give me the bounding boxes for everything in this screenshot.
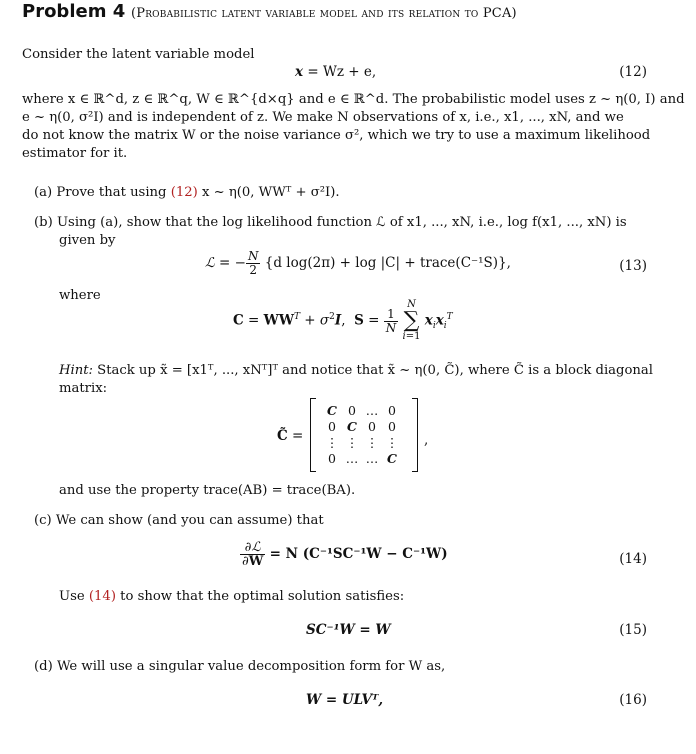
- part-d-label: (d): [34, 659, 53, 674]
- part-b-text: Using (a), show that the log likelihood function ℒ of x1, ..., xN, i.e., log f(x1, ..., xN) is: [56, 215, 627, 230]
- intro-paragraph: [22, 91, 685, 163]
- eq12-number: (12): [619, 64, 647, 80]
- intro-para-line-4: estimator for it.: [22, 146, 128, 161]
- intro-para-line-2: e ~ η(0, σ²I) and is independent of z. We make N observations of x, i.e., x1, ..., xN, and we: [22, 110, 624, 125]
- matrix-comma: ,: [424, 432, 429, 448]
- matrix-right-bracket: [412, 398, 418, 472]
- part-b-line-2: given by: [59, 233, 116, 248]
- matrix-cell: 0: [388, 403, 396, 418]
- matrix-left-bracket: [310, 398, 316, 472]
- part-c-line-1: [34, 512, 324, 530]
- intro-para-line-3: do not know the matrix W or the noise variance σ², which we try to use a maximum likelihood: [22, 128, 651, 143]
- matrix-cell: 0: [348, 403, 356, 418]
- matrix-cell: 0: [388, 419, 396, 434]
- eq14-number: (14): [619, 551, 647, 567]
- part-b-label: (b): [34, 215, 53, 230]
- part-d-text: We will use a singular value decomposition form for W as,: [56, 659, 446, 674]
- part-c-label: (c): [34, 513, 52, 528]
- eq15-number: (15): [619, 622, 647, 638]
- part-c-use: Use: [59, 589, 85, 604]
- part-a: [34, 184, 340, 202]
- matrix-cell: …: [365, 403, 379, 418]
- equation-16: W = ULVᵀ,: [306, 692, 384, 708]
- matrix-cell: C: [327, 403, 337, 418]
- part-a-text2: x ~ η(0, WWᵀ + σ²I).: [201, 185, 340, 200]
- hint-label: Hint:: [59, 363, 93, 378]
- part-b-line-1: [34, 214, 627, 232]
- problem-label: Problem 4: [22, 1, 126, 22]
- hint-text: Stack up x̃ = [x1ᵀ, ..., xNᵀ]ᵀ and notice that x̃ ~ η(0, C̃), where C̃ is a block diagonal: [97, 363, 653, 378]
- trace-property: and use the property trace(AB) = trace(BA).: [59, 483, 356, 498]
- where-label: where: [59, 288, 101, 303]
- equation-C-S: $C = WW^T + \sigma^2I$, S = $\frac{1}{N}$ N ∑ i=1 $x_ix_i^T$: [233, 299, 453, 342]
- matrix-cell: ⋮: [365, 435, 379, 450]
- intro-para-line-1: where x ∈ ℝ^d, z ∈ ℝ^q, W ∈ ℝ^{d×q} and e ∈ ℝ^d. The probabilistic model uses z ~ η(0, I) and: [22, 92, 685, 107]
- matrix-cells: [322, 403, 402, 467]
- eq12-body: = Wz + e,: [307, 64, 377, 80]
- part-a-ref-link[interactable]: (12): [170, 185, 198, 200]
- equation-12: [295, 64, 376, 80]
- eq12-lhs: x: [295, 64, 304, 80]
- matrix-cell: 0: [368, 419, 376, 434]
- intro-line: Consider the latent variable model: [22, 47, 255, 62]
- eq16-number: (16): [619, 692, 647, 708]
- hint-line-2: matrix:: [59, 381, 108, 396]
- part-a-text1: Prove that using: [56, 185, 167, 200]
- matrix-cell: 0: [328, 419, 336, 434]
- matrix-cell: ⋮: [325, 435, 339, 450]
- matrix-cell: ⋮: [385, 435, 399, 450]
- matrix-label: C̃ =: [277, 428, 304, 444]
- equation-14: $\frac{\text{∂ℒ}}{\partial W}$ = N (C⁻¹SC⁻¹W − C⁻¹W): [242, 540, 448, 569]
- matrix-cell: 0: [328, 451, 336, 466]
- problem-title: (Probabilistic latent variable model and its relation to PCA): [130, 6, 517, 21]
- eq14-body: = N (C⁻¹SC⁻¹W − C⁻¹W): [269, 546, 448, 562]
- part-d-line-1: [34, 658, 445, 676]
- matrix-cell: ⋮: [345, 435, 359, 450]
- problem-heading: [22, 1, 517, 22]
- part-a-label: (a): [34, 185, 53, 200]
- hint-line-1: [59, 362, 653, 380]
- eq13-body: {d log(2π) + log |C| + trace(C⁻¹S)},: [264, 255, 511, 271]
- block-diagonal-matrix: [310, 398, 418, 472]
- part-c-line-2: [59, 588, 404, 606]
- part-c-ref-link[interactable]: (14): [88, 589, 116, 604]
- eq13-number: (13): [619, 258, 647, 274]
- equation-13: ℒ = − $\frac{N}{2}$ {d log(2π) + log |C| + trace(C⁻¹S)},: [205, 249, 511, 277]
- part-c-line2-rest: to show that the optimal solution satisfies:: [120, 589, 405, 604]
- matrix-cell: C: [387, 451, 397, 466]
- equation-15: SC⁻¹W = W: [306, 622, 391, 638]
- matrix-cell: …: [345, 451, 359, 466]
- matrix-cell: C: [347, 419, 357, 434]
- matrix-cell: …: [365, 451, 379, 466]
- part-c-text: We can show (and you can assume) that: [55, 513, 324, 528]
